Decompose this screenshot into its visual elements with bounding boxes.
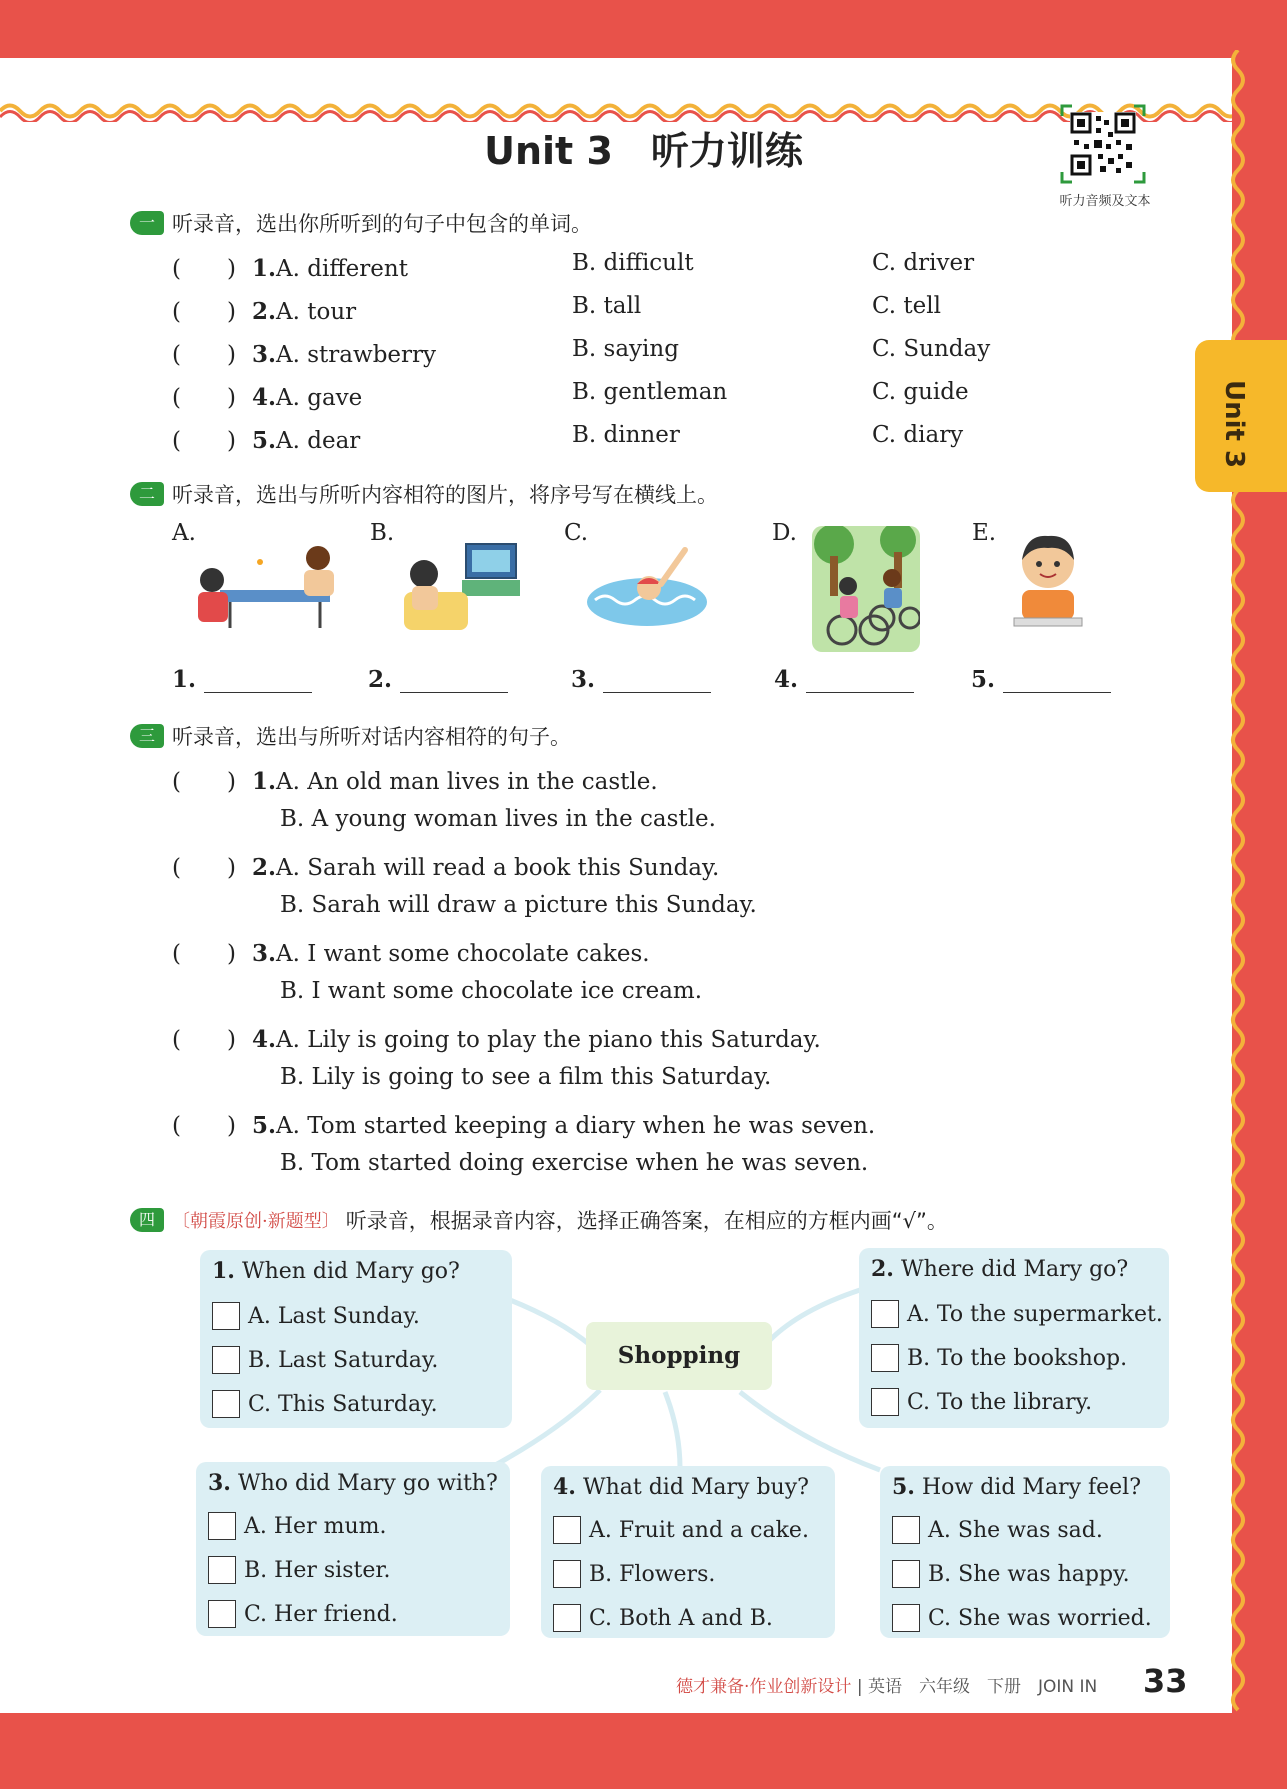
picture-label-c: C. <box>564 520 589 546</box>
option-label: A. To the supermarket. <box>907 1301 1163 1327</box>
option-b: B. saying <box>572 336 679 362</box>
option-b: B. tall <box>572 293 642 319</box>
footer-brand: 德才兼备·作业创新设计 <box>676 1677 852 1697</box>
question-number: 2. <box>871 1256 894 1282</box>
option-label: A. Last Sunday. <box>248 1303 420 1329</box>
option-label: B. Her sister. <box>244 1557 391 1583</box>
question-2 <box>871 1256 1128 1282</box>
blank-number: 1. <box>172 666 197 693</box>
q2-option-c[interactable] <box>871 1388 1092 1416</box>
answer-paren[interactable]: ( ) <box>172 769 236 795</box>
answer-paren[interactable]: ( ) <box>172 342 236 368</box>
item-number: 4. <box>252 1026 277 1053</box>
question-3 <box>208 1470 498 1496</box>
option-label: C. She was worried. <box>928 1605 1152 1631</box>
picture-label-b: B. <box>370 520 395 546</box>
checkbox[interactable] <box>208 1556 236 1584</box>
option-label: A. Fruit and a cake. <box>589 1517 809 1543</box>
section2-badge: 二 <box>130 482 164 506</box>
option-label: A. She was sad. <box>928 1517 1103 1543</box>
question-5 <box>892 1474 1141 1500</box>
question-text: Where did Mary go? <box>893 1257 1129 1282</box>
checkbox[interactable] <box>871 1300 899 1328</box>
footer <box>676 1672 1097 1697</box>
option-a: A. different <box>276 256 408 282</box>
mindmap-center-shopping: Shopping <box>586 1322 772 1390</box>
q1-option-a[interactable] <box>212 1302 420 1330</box>
option-a: A. dear <box>276 428 361 454</box>
checkbox[interactable] <box>208 1512 236 1540</box>
blank-number: 3. <box>571 666 596 693</box>
answer-paren[interactable]: ( ) <box>172 385 236 411</box>
checkbox[interactable] <box>553 1604 581 1632</box>
section2-instruction: 听录音，选出与所听内容相符的图片，将序号写在横线上。 <box>172 483 718 507</box>
checkbox[interactable] <box>212 1302 240 1330</box>
question-text: When did Mary go? <box>234 1259 460 1284</box>
q4-option-b[interactable] <box>553 1560 715 1588</box>
answer-paren[interactable]: ( ) <box>172 1027 236 1053</box>
q3-option-b[interactable] <box>208 1556 390 1584</box>
q4-option-c[interactable] <box>553 1604 773 1632</box>
question-box-4 <box>541 1466 835 1638</box>
question-number: 1. <box>212 1258 235 1284</box>
section1-instruction: 听录音，选出你所听到的句子中包含的单词。 <box>172 212 592 236</box>
question-1 <box>212 1258 460 1284</box>
s3-item-2-option-b: B. Sarah will draw a picture this Sunday. <box>280 892 757 918</box>
blank-number: 4. <box>774 666 799 693</box>
option-c: C. driver <box>872 250 975 276</box>
s3-item-4-option-b: B. Lily is going to see a film this Saturday. <box>280 1064 772 1090</box>
option-c: C. Sunday <box>872 336 991 362</box>
question-text: What did Mary buy? <box>575 1475 809 1500</box>
question-4 <box>553 1474 809 1500</box>
option-a: A. I want some chocolate cakes. <box>276 941 650 967</box>
answer-paren[interactable]: ( ) <box>172 299 236 325</box>
option-a: A. Lily is going to play the piano this Saturday. <box>276 1027 821 1053</box>
option-b: B. gentleman <box>572 379 728 405</box>
section3-instruction: 听录音，选出与所听对话内容相符的句子。 <box>172 725 571 749</box>
checkbox[interactable] <box>212 1390 240 1418</box>
checkbox[interactable] <box>892 1516 920 1544</box>
option-a: A. strawberry <box>276 342 437 368</box>
section3-badge: 三 <box>130 724 164 748</box>
picture-label-e: E. <box>972 520 997 546</box>
option-label: B. Last Saturday. <box>248 1347 439 1373</box>
q5-option-b[interactable] <box>892 1560 1130 1588</box>
option-label: C. Her friend. <box>244 1601 398 1627</box>
option-label: B. She was happy. <box>928 1561 1130 1587</box>
option-c: C. diary <box>872 422 964 448</box>
q3-option-c[interactable] <box>208 1600 398 1628</box>
option-a: A. Sarah will read a book this Sunday. <box>276 855 720 881</box>
q2-option-a[interactable] <box>871 1300 1163 1328</box>
option-c: C. guide <box>872 379 969 405</box>
q5-option-c[interactable] <box>892 1604 1152 1632</box>
option-a: A. gave <box>276 385 363 411</box>
s3-item-1-option-b: B. A young woman lives in the castle. <box>280 806 716 832</box>
question-box-1 <box>200 1250 512 1428</box>
qr-caption: 听力音频及文本 <box>1059 194 1151 209</box>
answer-paren[interactable]: ( ) <box>172 256 236 282</box>
section4-instruction: 听录音，根据录音内容，选择正确答案，在相应的方框内画“√”。 <box>345 1209 948 1233</box>
picture-label-a: A. <box>172 520 196 546</box>
item-number: 4. <box>252 384 277 411</box>
option-label: B. Flowers. <box>589 1561 716 1587</box>
option-label: C. This Saturday. <box>248 1391 438 1417</box>
checkbox[interactable] <box>892 1604 920 1632</box>
q1-option-b[interactable] <box>212 1346 438 1374</box>
page-number: 33 <box>1143 1662 1188 1700</box>
checkbox[interactable] <box>212 1346 240 1374</box>
option-label: C. Both A and B. <box>589 1605 773 1631</box>
item-number: 1. <box>252 255 277 282</box>
item-number: 3. <box>252 341 277 368</box>
question-number: 5. <box>892 1474 915 1500</box>
item-number: 2. <box>252 298 277 325</box>
answer-paren[interactable]: ( ) <box>172 855 236 881</box>
item-number: 1. <box>252 768 277 795</box>
q4-option-a[interactable] <box>553 1516 809 1544</box>
page-title: Unit 3 听力训练 <box>484 129 803 173</box>
item-number: 2. <box>252 854 277 881</box>
answer-paren[interactable]: ( ) <box>172 941 236 967</box>
checkbox[interactable] <box>871 1388 899 1416</box>
answer-paren[interactable]: ( ) <box>172 428 236 454</box>
question-number: 4. <box>553 1474 576 1500</box>
option-b: B. dinner <box>572 422 680 448</box>
option-b: B. difficult <box>572 250 694 276</box>
question-box-2 <box>859 1248 1169 1428</box>
q5-option-a[interactable] <box>892 1516 1103 1544</box>
s3-item-3-option-b: B. I want some chocolate ice cream. <box>280 978 703 1004</box>
question-box-5 <box>880 1466 1170 1638</box>
item-number: 3. <box>252 940 277 967</box>
checkbox[interactable] <box>871 1344 899 1372</box>
checkbox[interactable] <box>208 1600 236 1628</box>
s3-item-5-option-b: B. Tom started doing exercise when he was seven. <box>280 1150 869 1176</box>
footer-info: | 英语 六年级 下册 JOIN IN <box>856 1677 1098 1697</box>
item-number: 5. <box>252 1112 277 1139</box>
answer-paren[interactable]: ( ) <box>172 1113 236 1139</box>
side-tab-label: Unit 3 <box>1219 380 1249 469</box>
picture-label-d: D. <box>772 520 797 546</box>
blank-number: 2. <box>368 666 393 693</box>
checkbox[interactable] <box>553 1516 581 1544</box>
checkbox[interactable] <box>892 1560 920 1588</box>
checkbox[interactable] <box>553 1560 581 1588</box>
question-text: How did Mary feel? <box>914 1475 1142 1500</box>
section1-badge: 一 <box>130 211 164 235</box>
q3-option-a[interactable] <box>208 1512 386 1540</box>
option-label: B. To the bookshop. <box>907 1345 1128 1371</box>
option-a: A. Tom started keeping a diary when he was seven. <box>276 1113 876 1139</box>
question-text: Who did Mary go with? <box>230 1471 498 1496</box>
item-number: 5. <box>252 427 277 454</box>
option-label: C. To the library. <box>907 1389 1093 1415</box>
section4-badge: 四 <box>130 1208 164 1232</box>
option-c: C. tell <box>872 293 941 319</box>
option-label: A. Her mum. <box>244 1513 387 1539</box>
q1-option-c[interactable] <box>212 1390 438 1418</box>
option-a: A. An old man lives in the castle. <box>276 769 658 795</box>
question-number: 3. <box>208 1470 231 1496</box>
section4-tag: 〔朝霞原创·新题型〕 <box>172 1211 340 1232</box>
question-box-3 <box>196 1462 510 1636</box>
blank-number: 5. <box>971 666 996 693</box>
option-a: A. tour <box>276 299 357 325</box>
q2-option-b[interactable] <box>871 1344 1127 1372</box>
